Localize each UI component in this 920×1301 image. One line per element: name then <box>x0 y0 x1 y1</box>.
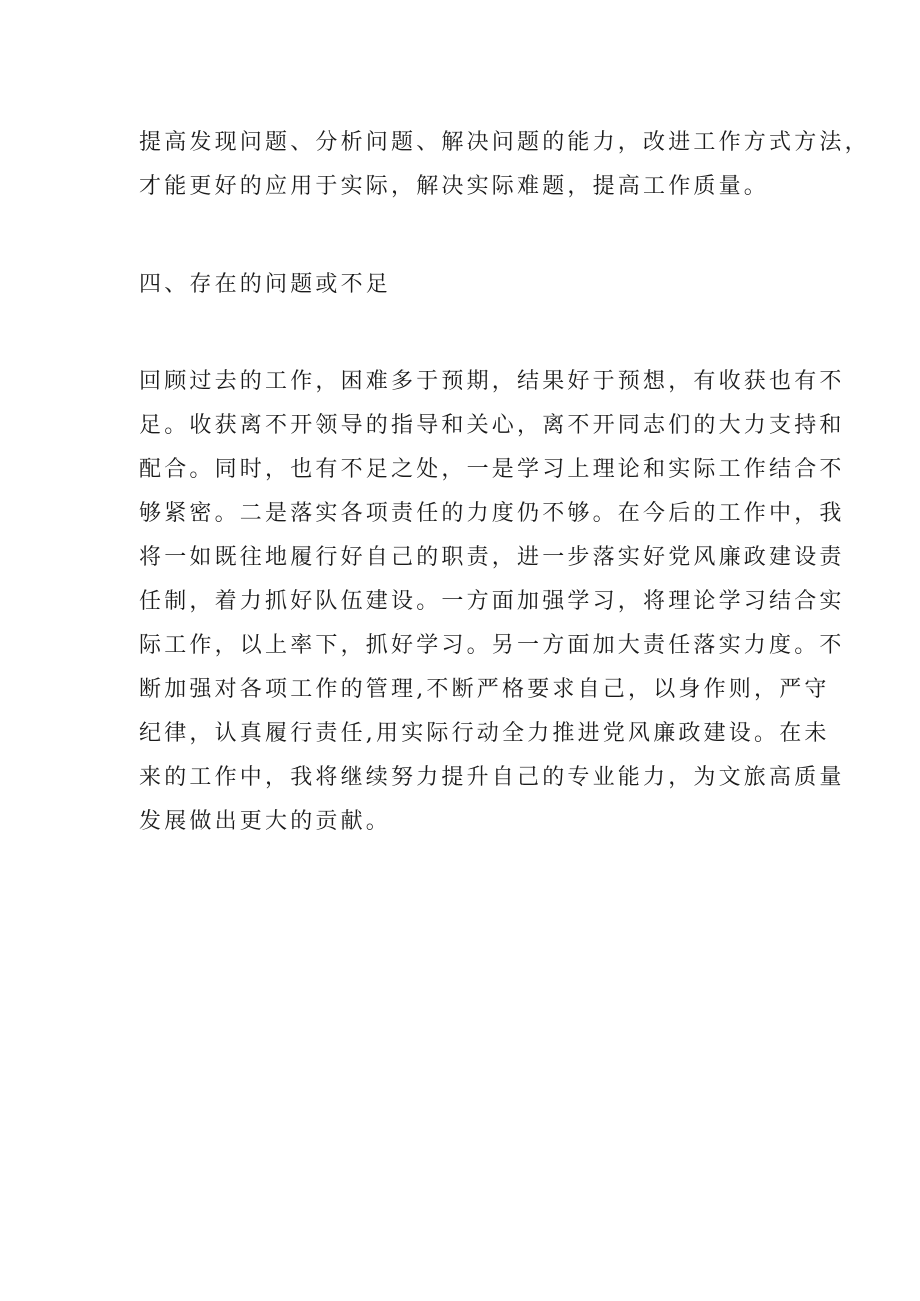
text-line: 发展做出更大的贡献。 <box>139 809 392 834</box>
text-line: 回顾过去的工作，困难多于预期，结果好于预想，有收获也有不 <box>139 369 845 394</box>
text-line: 足。收获离不开领导的指导和关心，离不开同志们的大力支持和 <box>139 413 845 438</box>
section-heading-text: 四、存在的问题或不足 <box>139 272 392 297</box>
text-line: 够紧密。二是落实各项责任的力度仍不够。在今后的工作中，我 <box>139 501 845 526</box>
text-line: 断加强对各项工作的管理,不断严格要求自己，以身作则，严守 <box>139 677 830 702</box>
text-line: 将一如既往地履行好自己的职责，进一步落实好党风廉政建设责 <box>139 545 845 570</box>
text-line: 际工作，以上率下，抓好学习。另一方面加大责任落实力度。不 <box>139 633 845 658</box>
text-line: 提高发现问题、分析问题、解决问题的能力，改进工作方式方法， <box>139 130 870 155</box>
paragraph-work-methods <box>139 121 870 209</box>
paragraph-shortcomings <box>139 360 845 844</box>
text-line: 配合。同时，也有不足之处，一是学习上理论和实际工作结合不 <box>139 457 845 482</box>
text-line: 纪律，认真履行责任,用实际行动全力推进党风廉政建设。在未 <box>139 721 830 746</box>
text-line: 任制，着力抓好队伍建设。一方面加强学习，将理论学习结合实 <box>139 589 845 614</box>
section-heading <box>139 263 819 307</box>
text-line: 来的工作中，我将继续努力提升自己的专业能力，为文旅高质量 <box>139 765 845 790</box>
text-line: 才能更好的应用于实际，解决实际难题，提高工作质量。 <box>139 174 770 199</box>
